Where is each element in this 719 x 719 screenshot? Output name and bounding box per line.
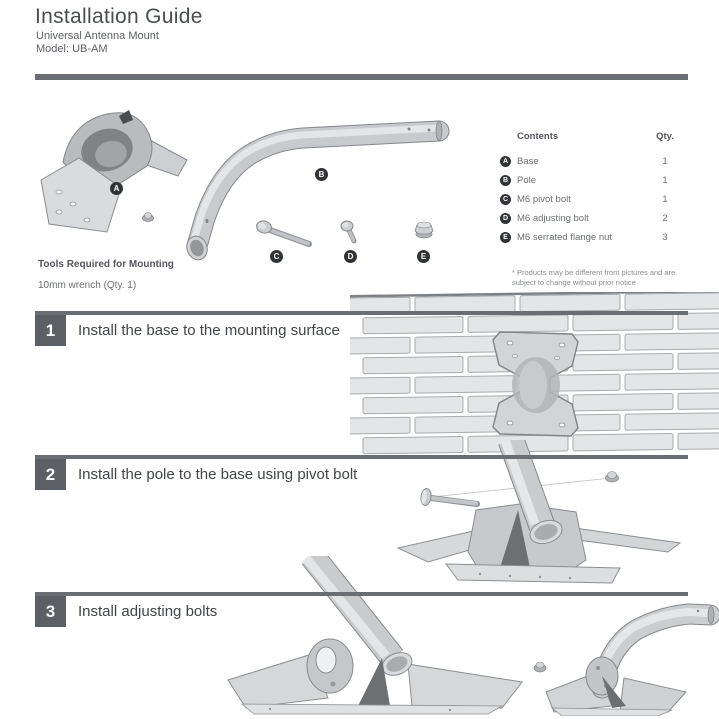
part-badge-icon: A (500, 156, 511, 167)
step1-illustration (350, 292, 719, 458)
part-badge-c: C (270, 250, 283, 263)
part-qty: 1 (662, 156, 668, 167)
table-row (500, 171, 678, 190)
table-row (500, 190, 678, 209)
model-number: Model: UB-AM (36, 43, 108, 55)
tilted-pole-assembly-illustration (228, 556, 522, 714)
flange-nut-illustration (415, 222, 433, 238)
tools-heading: Tools Required for Mounting (38, 259, 174, 270)
pole-part-illustration (183, 122, 442, 263)
pivot-bolt-illustration (420, 488, 477, 506)
step1-divider (35, 311, 688, 315)
step3-number-box: 3 (35, 596, 66, 627)
adjusting-bolt-illustration (341, 221, 354, 241)
adjusting-nut-illustration (534, 662, 546, 672)
tools-item: 10mm wrench (Qty. 1) (38, 280, 137, 291)
completed-mount-illustration (546, 607, 714, 717)
part-item-name: M6 serrated flange nut (517, 232, 613, 243)
step1-title: Install the base to the mounting surface (78, 322, 340, 339)
table-row (500, 209, 678, 228)
contents-table (500, 131, 678, 247)
part-badge-b: B (315, 168, 328, 181)
base-part-illustration (41, 110, 187, 232)
pivot-bolt-illustration (255, 219, 309, 244)
part-qty: 3 (662, 232, 668, 243)
part-badge-icon: E (500, 232, 511, 243)
part-qty: 1 (662, 194, 668, 205)
step3-illustration (150, 556, 719, 716)
step2-divider (35, 455, 688, 459)
part-item-name: M6 adjusting bolt (517, 213, 589, 224)
flange-nut-illustration (606, 472, 619, 483)
step2-number-box: 2 (35, 459, 66, 490)
page-title: Installation Guide (35, 5, 203, 28)
contents-header-qty: Qty. (656, 131, 674, 142)
part-qty: 1 (662, 175, 668, 186)
disclaimer-footnote: * Products may be different from pictures and are subject to change without prior notice (512, 268, 676, 287)
part-item-name: Base (517, 156, 539, 167)
product-name: Universal Antenna Mount (36, 30, 159, 42)
part-badge-icon: C (500, 194, 511, 205)
table-row (500, 152, 678, 171)
part-badge-a: A (110, 182, 123, 195)
step2-title: Install the pole to the base using pivot bolt (78, 466, 358, 483)
part-badge-d: D (344, 250, 357, 263)
contents-header-item: Contents (517, 131, 559, 142)
header-divider (35, 74, 688, 80)
part-item-name: Pole (517, 175, 537, 186)
parts-diagram-illustration (35, 100, 475, 265)
part-qty: 2 (662, 213, 668, 224)
part-badge-icon: B (500, 175, 511, 186)
part-item-name: M6 pivot bolt (517, 194, 571, 205)
part-badge-icon: D (500, 213, 511, 224)
table-row (500, 228, 678, 247)
part-badge-e: E (417, 250, 430, 263)
step1-number-box: 1 (35, 315, 66, 346)
step3-divider (35, 592, 688, 596)
step3-title: Install adjusting bolts (78, 603, 218, 620)
contents-table-header (500, 131, 678, 142)
